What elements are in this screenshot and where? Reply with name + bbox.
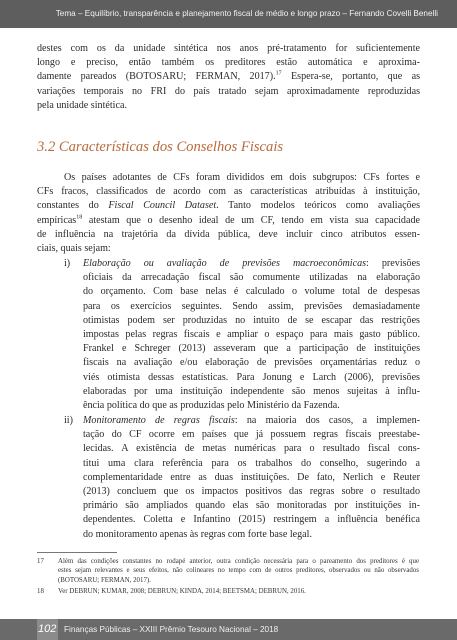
list-item: [83, 414, 420, 542]
text-line: primário são ampliados quando elas são monitoradas por instituições in-: [83, 500, 420, 512]
text-line: ência política do que as produzidas pelo Ministério da Fazenda.: [83, 399, 340, 411]
text-line: otimistas podem ser produzidas no intuito de se escapar das restrições: [83, 314, 420, 326]
text-line: Monitoramento de regras fiscais: na maioria dos casos, a implemen-: [83, 415, 420, 426]
text-line: impostas pelas regras fiscais e ampliar o espaço para mais gasto público.: [83, 328, 420, 340]
text-line: de influência na trajetória da dívida pública, deve incluir cinco atributos essen-: [37, 228, 420, 240]
text-line: do monitoramento apenas às regras com forte base legal.: [83, 528, 312, 540]
text-line: oficiais da arrecadação fiscal são comumente utilizadas na elaboração: [83, 272, 420, 284]
text-line: Os países adotantes de CFs foram divididos em dois subgrupos: CFs fortes e: [64, 172, 420, 183]
text-line: dependentes. Coletta e Infantino (2015) restringem a influência benéfica: [83, 514, 420, 526]
text-line: empíricas$^{18}$ atestam que o desenho ideal de um CF, tendo em vista sua capacidade: [37, 214, 420, 226]
text-line: Ver DEBRUN; KUMAR, 2008; DEBRUN; KINDA, 2014; BEETSMA; DEBRUN, 2016.: [58, 588, 306, 595]
footnote-divider: [37, 552, 117, 553]
section-heading: 3.2 Características dos Conselhos Fiscais: [37, 139, 284, 155]
text-line: lecidas. A existência de metas numéricas para o resultado fiscal cons-: [83, 443, 420, 455]
list-marker-i: i): [64, 258, 71, 269]
footnote-number: 17: [37, 558, 44, 565]
text-line: variações temporais no FRI do país tratado sejam aproximadamente reproduzidas: [37, 85, 420, 97]
text-line: titui uma clara referência para os trabalhos do conselho, sugerindo a: [83, 457, 420, 469]
footnote-text: [58, 587, 419, 596]
text-line: tação do CF ocorre em países que já possuem regras fiscais preestabe-: [83, 429, 420, 441]
footnote-text: [58, 557, 419, 585]
footnote-17: [37, 557, 419, 585]
text-line: fiscais na avaliação e/ou elaboração de previsões orçamentárias reduz o: [83, 357, 420, 369]
dataset-name: Fiscal Council Dataset: [108, 200, 217, 212]
text-line: Frankel e Schreger (2013) asseveram que a participação de instituições: [83, 343, 420, 355]
text-line: elaboradas por uma instituição independente são menos sujeitas à influ-: [83, 385, 420, 397]
text-line: complementaridade entre as duas instituições. De fato, Nerlich e Reuter: [83, 471, 420, 483]
running-header: [0, 0, 457, 28]
text-line: pela unidade sintética.: [37, 99, 127, 111]
text-line: viés otimista dessas estatísticas. Para Jonung e Larch (2006), previsões: [83, 371, 420, 383]
item-title: Monitoramento de regras fiscais: [83, 415, 235, 426]
text-line: Além das condições constantes no rodapé anterior, outra condição necessária para o pareamento dos preditores é que: [58, 558, 419, 565]
text-line: constantes do Fiscal Council Dataset. Tanto modelos teóricos como avaliações: [37, 200, 420, 212]
text-line: destes com os da unidade sintética nos anos pré-tratamento for suficientemente: [37, 43, 420, 54]
item-title: Elaboração ou avaliação de previsões macroeconômicas: [83, 258, 367, 269]
text-line: ciais, quais sejam:: [37, 242, 111, 254]
list-item: [83, 257, 420, 413]
text-line: (BOTOSARU; FERMAN, 2017).: [58, 576, 151, 584]
text-line: (2013) concluem que os impactos positivos das regras sobre o resultado: [83, 485, 420, 497]
body-paragraph: [37, 171, 420, 256]
list-marker-ii: ii): [64, 415, 73, 426]
text-line: longo e preciso, então também os preditores estão automática e aproxima-: [37, 57, 420, 69]
footnote-ref-18[interactable]: 18: [76, 214, 83, 221]
footnote-18: [37, 587, 419, 597]
text-line: estes sejam relevantes e seus efeitos, não colineares no tempo com de outros preditores, observados ou não observados: [58, 567, 419, 575]
footnote-ref-17[interactable]: 17: [275, 71, 282, 78]
footnote-number: 18: [37, 588, 44, 595]
running-title: Tema – Equilíbrio, transparência e planejamento fiscal de médio e longo prazo – Fernando Covelli Benelli: [55, 9, 438, 18]
page-footer: [0, 619, 457, 640]
text-line: Elaboração ou avaliação de previsões macroeconômicas: previsões: [83, 258, 421, 269]
text-line: damente pareados (BOTOSARU; FERMAN, 2017).$^{17}$ Espera-se, portanto, que as: [37, 71, 420, 83]
intro-paragraph: [37, 42, 420, 113]
text-line: para os exercícios seguintes. Sendo assim, previsões demasiadamente: [83, 300, 420, 312]
text-line: do orçamento. Com base nelas é calculado o volume total de despesas: [83, 286, 420, 298]
footer-title: Finanças Públicas – XXIII Prêmio Tesouro Nacional – 2018: [64, 624, 279, 634]
page-number: 102: [38, 623, 57, 635]
text-line: CFs fracos, classificados de acordo com as características atribuídas à instituição,: [37, 186, 420, 198]
